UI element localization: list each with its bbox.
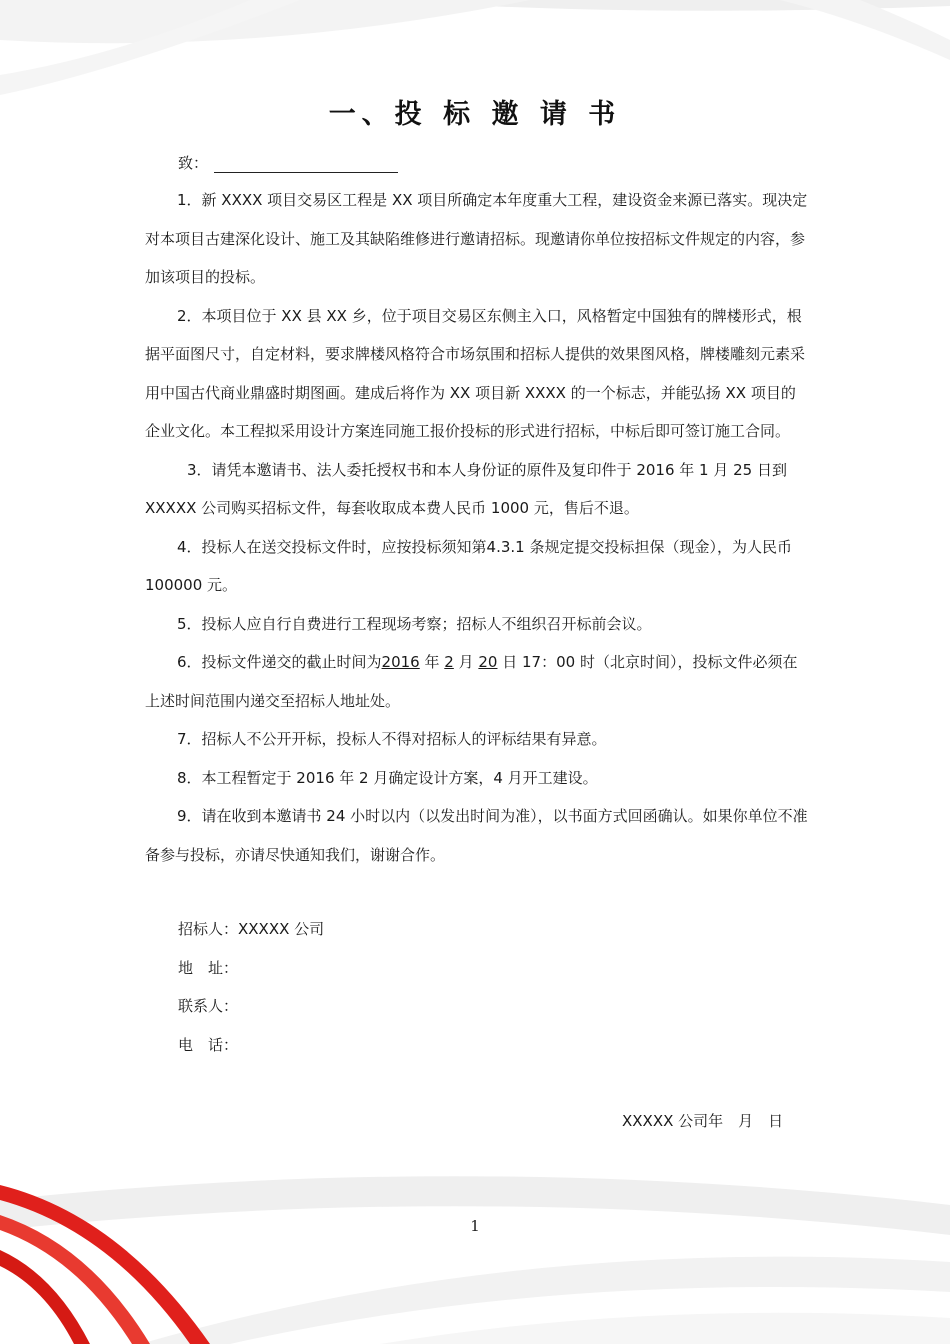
tenderer-line: 招标人：XXXXX 公司 [178,920,325,938]
deadline-year: 2016 [381,653,420,671]
document-title: 一、投 标 邀 请 书 [328,99,622,130]
address-line: 地 址： [178,958,239,977]
company-date-line: XXXXX 公司年 月 日 [622,1112,784,1130]
p6-month-unit: 月 [453,653,479,671]
paragraph-8: 8．本工程暂定于 2016 年 2 月确定设计方案，4 月开工建设。 [177,768,598,787]
bottom-gray-swoosh-3 [380,1313,950,1344]
recipient-line [178,152,398,173]
paragraph-4: 4．投标人在送交投标文件时，应按投标须知第4.3.1 条规定提交投标担保（现金），为人民币 100000 元。 [145,537,792,594]
paragraph-1: 1．新 XXXX 项目交易区工程是 XX 项目所确定本年度重大工程，建设资金来源已落实。现决定对本项目古建深化设计、施工及其缺陷维修进行邀请招标。现邀请你单位按招标文件规定的内容，参加该项目的投标。 [145,191,808,286]
signature-block [178,910,324,1064]
page-number: 1 [470,1217,480,1235]
p6-prefix: 6．投标文件递交的截止时间为 [177,653,382,671]
p6-suffix: 日 17：00 时（北京时间），投标文件必须在上述时间范围内递交至招标人地址处。 [145,653,798,710]
invitation-body [145,181,810,874]
phone-line: 电 话： [178,1035,239,1054]
deadline-month: 2 [444,653,454,671]
recipient-label: 致： [178,154,209,172]
paragraph-6 [145,643,810,720]
contact-line: 联系人： [178,997,239,1015]
recipient-blank [214,156,398,173]
paragraph-9: 9．请在收到本邀请书 24 小时以内（以发出时间为准），以书面方式回函确认。如果你单位不准备参与投标，亦请尽快通知我们，谢谢合作。 [145,807,808,864]
paragraph-7: 7．招标人不公开开标，投标人不得对招标人的评标结果有异意。 [177,730,607,748]
deadline-day: 20 [478,653,498,671]
p6-year-unit: 年 [419,653,445,671]
paragraph-5: 5．投标人应自行自费进行工程现场考察；招标人不组织召开标前会议。 [177,614,652,633]
paragraph-3: 3．请凭本邀请书、法人委托授权书和本人身份证的原件及复印件于 2016 年 1 月 25 日到 XXXXX 公司购买招标文件，每套收取成本费人民币 1000 元，售后不退。 [145,460,787,517]
paragraph-2: 2．本项目位于 XX 县 XX 乡，位于项目交易区东侧主入口，风格暂定中国独有的牌楼形式，根据平面图尺寸，自定材料，要求牌楼风格符合市场氛围和招标人提供的效果图风格，牌楼雕刻元素采用中国古代商业鼎盛时期图画。建成后将作为 XX 项目新 XXXX 的一个标志，并能弘扬 XX 项目的企业文化。本工程拟采用设计方案连同施工报价投标的形式进行招标，中标后即可签订施工合同。 [145,306,806,440]
